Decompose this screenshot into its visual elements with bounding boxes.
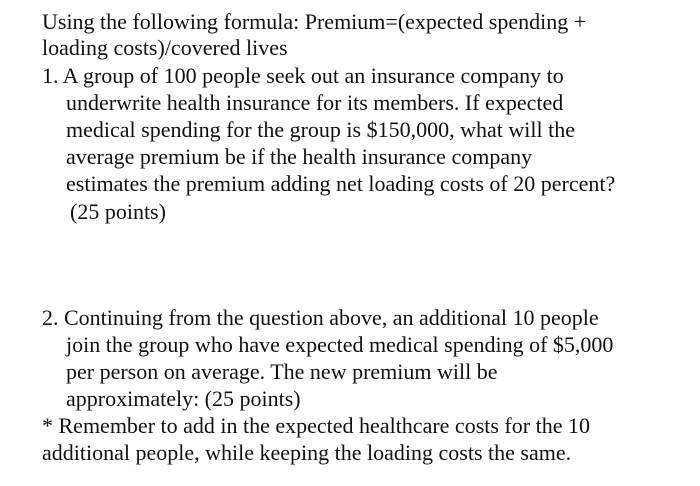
question-2-line-3: per person on average. The new premium will be [66, 359, 498, 384]
question-2-line-2: join the group who have expected medical spending of $5,000 [66, 332, 614, 357]
question-1-line-1: 1. A group of 100 people seek out an insurance company to [42, 63, 564, 88]
question-1-points: (25 points) [70, 199, 166, 224]
question-1-line-2: underwrite health insurance for its members. If expected [66, 90, 564, 115]
question-1-line-3: medical spending for the group is $150,000, what will the [66, 117, 575, 142]
reminder-note-line-1: * Remember to add in the expected healthcare costs for the 10 [42, 413, 590, 438]
formula-intro-line-2: loading costs)/covered lives [42, 35, 288, 60]
question-2-line-1: 2. Continuing from the question above, an additional 10 people [42, 305, 599, 330]
question-2-line-4: approximately: (25 points) [66, 386, 301, 411]
formula-intro-line-1: Using the following formula: Premium=(expected spending + [42, 9, 587, 34]
question-1-line-5: estimates the premium adding net loading costs of 20 percent? [66, 171, 616, 196]
reminder-note-line-2: additional people, while keeping the loading costs the same. [42, 440, 572, 465]
question-1-line-4: average premium be if the health insurance company [66, 144, 533, 169]
